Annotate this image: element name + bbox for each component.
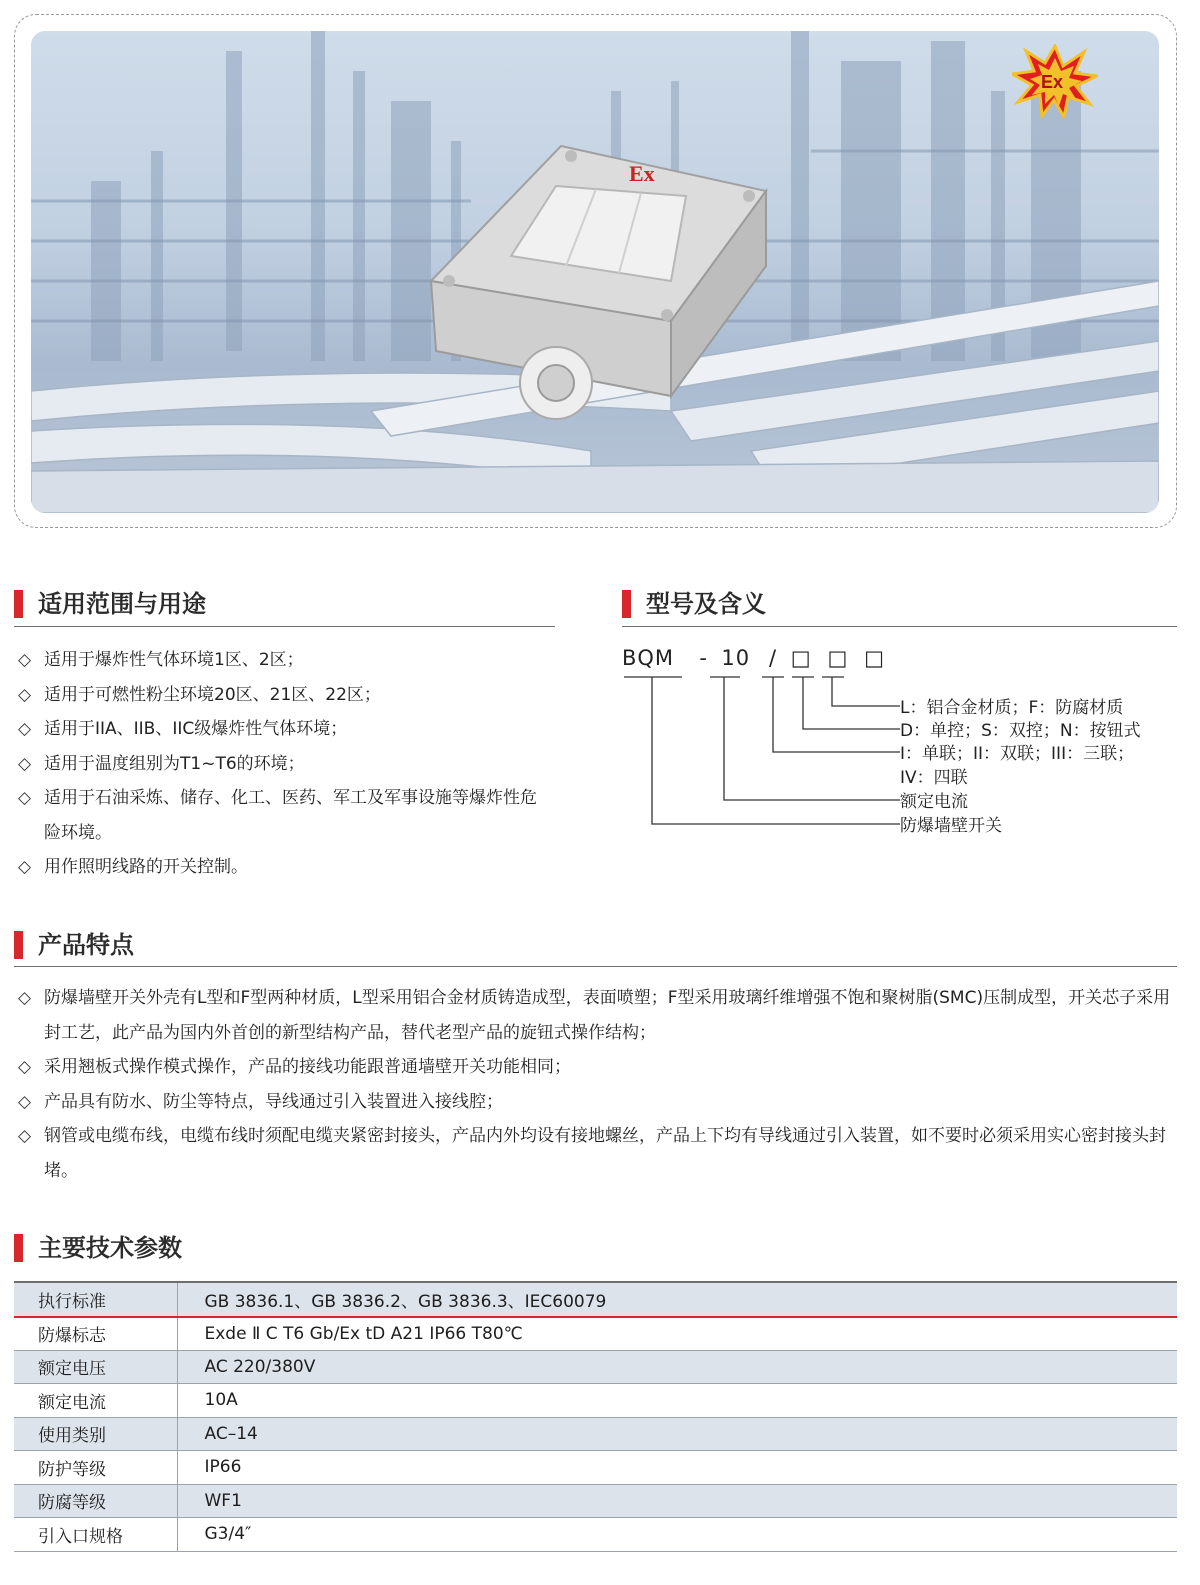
section-title-scope: 适用范围与用途 <box>14 588 206 620</box>
param-key: 额定电压 <box>14 1350 177 1384</box>
table-row <box>14 1451 1177 1485</box>
list-item: ◇ 防爆墙壁开关外壳有L型和F型两种材质，L型采用铝合金材质铸造成型，表面喷塑；F型采用玻璃纤维增强不饱和聚树脂(SMC)压制成型，开关芯子采用封工艺，此产品为国内外首创的新型结构产品，替代老型产品的旋钮式操作结构； <box>18 981 1183 1050</box>
param-key: 执行标准 <box>14 1283 177 1317</box>
param-key: 额定电流 <box>14 1384 177 1418</box>
table-row <box>14 1350 1177 1384</box>
list-item: ◇ 产品具有防水、防尘等特点，导线通过引入装置进入接线腔； <box>18 1085 1183 1120</box>
params-table <box>14 1283 1177 1552</box>
refinery-background-illustration <box>31 31 1159 513</box>
section-rule <box>14 626 555 627</box>
param-value: AC–14 <box>177 1417 1177 1451</box>
table-row <box>14 1484 1177 1518</box>
list-item: ◇ 采用翘板式操作模式操作，产品的接线功能跟普通墙壁开关功能相同； <box>18 1050 1183 1085</box>
model-code-dash: - <box>699 646 708 670</box>
model-code-box: □ <box>790 646 812 670</box>
model-label-control: D：单控；S：双控；N：按钮式 <box>900 721 1141 741</box>
svg-text:Ex: Ex <box>1041 72 1064 92</box>
param-value: 10A <box>177 1384 1177 1418</box>
section-title-model: 型号及含义 <box>622 588 766 620</box>
param-value: Exde Ⅱ C T6 Gb/Ex tD A21 IP66 T80℃ <box>177 1317 1177 1351</box>
list-item: ◇ 适用于石油采炼、储存、化工、医药、军工及军事设施等爆炸性危险环境。 <box>18 781 538 850</box>
hero-product-photo <box>31 31 1159 513</box>
model-label-material: L：铝合金材质；F：防腐材质 <box>900 698 1124 718</box>
list-item: ◇ 适用于爆炸性气体环境1区、2区； <box>18 643 543 678</box>
switch-ex-mark: Ex <box>629 161 655 186</box>
section-title-params: 主要技术参数 <box>14 1232 182 1264</box>
param-key: 引入口规格 <box>14 1518 177 1552</box>
param-value: IP66 <box>177 1451 1177 1485</box>
param-key: 使用类别 <box>14 1417 177 1451</box>
list-item: ◇ 适用于可燃性粉尘环境20区、21区、22区； <box>18 678 543 713</box>
model-code <box>622 646 893 670</box>
model-label-gang: I：单联；II：双联；III：三联； <box>900 744 1135 764</box>
section-title-features: 产品特点 <box>14 929 134 961</box>
param-value: AC 220/380V <box>177 1350 1177 1384</box>
features-list <box>18 981 1183 1188</box>
param-value: WF1 <box>177 1484 1177 1518</box>
param-key: 防护等级 <box>14 1451 177 1485</box>
model-code-current: 10 <box>721 646 751 670</box>
model-diagram-lines <box>600 670 900 830</box>
model-code-box: □ <box>864 646 885 670</box>
param-value: GB 3836.1、GB 3836.2、GB 3836.3、IEC60079 <box>177 1283 1177 1317</box>
model-label-product: 防爆墙壁开关 <box>900 816 1002 836</box>
param-key: 防爆标志 <box>14 1317 177 1351</box>
model-label-gang-4: IV：四联 <box>900 768 968 788</box>
param-key: 防腐等级 <box>14 1484 177 1518</box>
table-row <box>14 1317 1177 1351</box>
table-row <box>14 1417 1177 1451</box>
list-item: ◇ 用作照明线路的开关控制。 <box>18 850 543 885</box>
list-item: ◇ 适用于温度组别为T1~T6的环境； <box>18 747 543 782</box>
list-item: ◇ 适用于IIA、IIB、IIC级爆炸性气体环境； <box>18 712 543 747</box>
model-code-box: □ <box>827 646 849 670</box>
section-rule <box>622 626 1177 627</box>
model-code-slash: / <box>769 646 778 670</box>
model-label-current: 额定电流 <box>900 792 968 812</box>
ex-badge-icon <box>1012 44 1098 118</box>
param-value: G3/4″ <box>177 1518 1177 1552</box>
table-row <box>14 1384 1177 1418</box>
table-row <box>14 1518 1177 1552</box>
table-row <box>14 1283 1177 1317</box>
model-code-prefix: BQM <box>622 646 675 670</box>
section-rule <box>14 966 1177 967</box>
list-item: ◇ 钢管或电缆布线，电缆布线时须配电缆夹紧密封接头，产品内外均设有接地螺丝，产品上下均有导线通过引入装置，如不要时必须采用实心密封接头封堵。 <box>18 1119 1183 1188</box>
scope-list <box>18 643 543 885</box>
